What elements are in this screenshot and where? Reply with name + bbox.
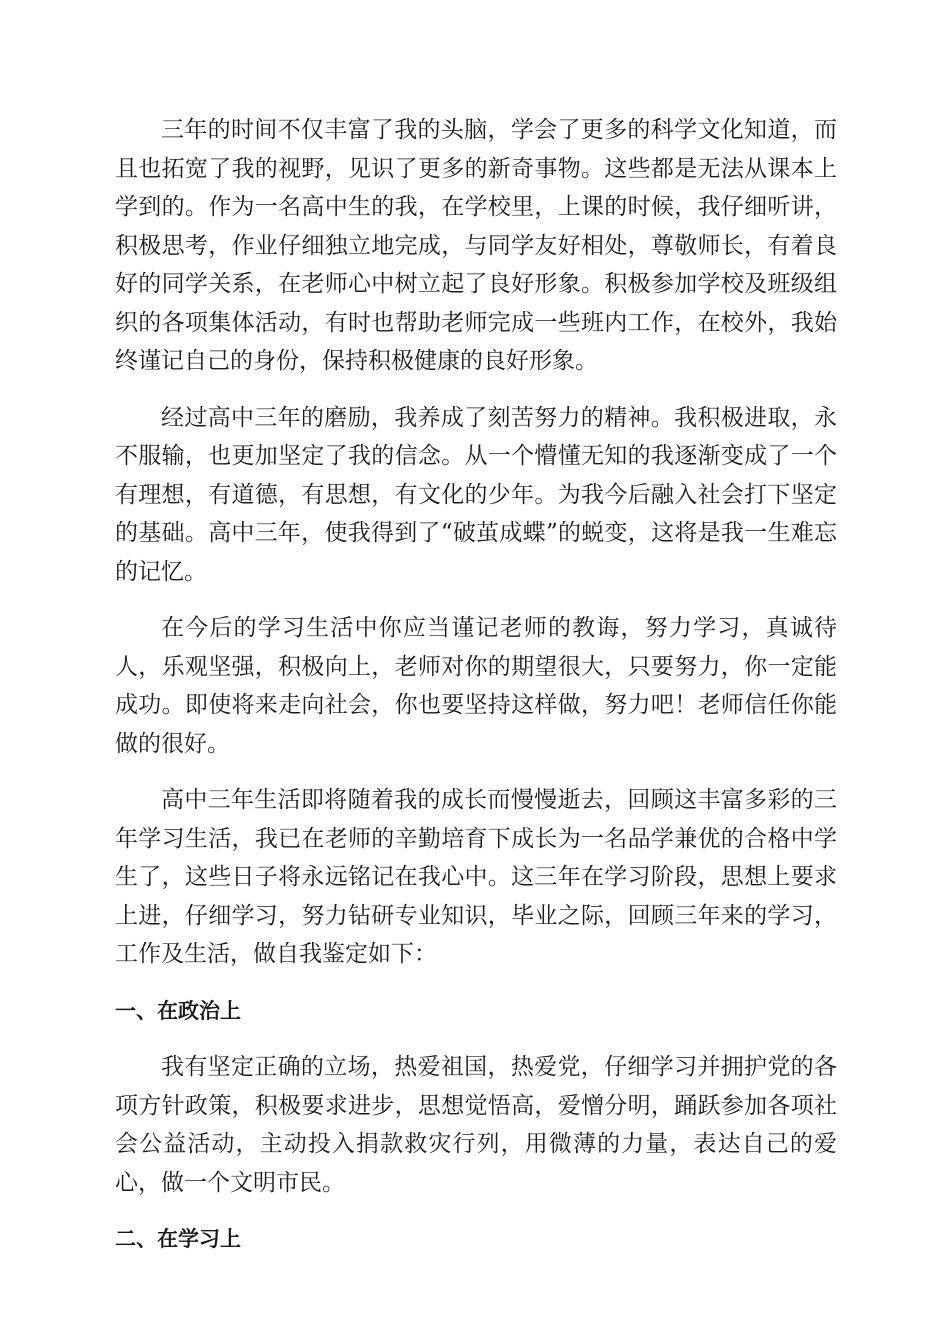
paragraph: 我有坚定正确的立场，热爱祖国，热爱党，仔细学习并拥护党的各项方针政策，积极要求进步，思想觉悟高，爱憎分明，踊跃参加各项社会公益活动，主动投入捐款救灾行列，用微薄的力量，表达自己的爱心，做一个文明市民。 bbox=[115, 1054, 837, 1196]
paragraph: 经过高中三年的磨励，我养成了刻苦努力的精神。我积极进取，永不服输，也更加坚定了我的信念。从一个懵懂无知的我逐渐变成了一个有理想，有道德，有思想，有文化的少年。为我今后融入社会打下坚定的基础。高中三年，使我得到了“破茧成蝶”的蜕变，这将是我一生难忘的记忆。 bbox=[115, 404, 837, 585]
document-page bbox=[115, 111, 837, 1277]
paragraph: 三年的时间不仅丰富了我的头脑，学会了更多的科学文化知道，而且也拓宽了我的视野，见识了更多的新奇事物。这些都是无法从课本上学到的。作为一名高中生的我，在学校里，上课的时候，我仔细听讲，积极思考，作业仔细独立地完成，与同学友好相处，尊敬师长，有着良好的同学关系，在老师心中树立起了良好形象。积极参加学校及班级组织的各项集体活动，有时也帮助老师完成一些班内工作，在校外，我始终谨记自己的身份，保持积极健康的良好形象。 bbox=[115, 117, 837, 374]
section-heading: 二、在学习上 bbox=[115, 1227, 241, 1251]
paragraph: 在今后的学习生活中你应当谨记老师的教诲，努力学习，真诚待人，乐观坚强，积极向上，老师对你的期望很大，只要努力，你一定能成功。即使将来走向社会，你也要坚持这样做，努力吧！老师信任你能做的很好。 bbox=[115, 615, 837, 757]
section-heading: 一、在政治上 bbox=[115, 998, 241, 1023]
paragraph: 高中三年生活即将随着我的成长而慢慢逝去，回顾这丰富多彩的三年学习生活，我已在老师的辛勤培育下成长为一名品学兼优的合格中学生了，这些日子将永远铭记在我心中。这三年在学习阶段，思想上要求上进，仔细学习，努力钻研专业知识，毕业之际，回顾三年来的学习，工作及生活，做自我鉴定如下： bbox=[115, 787, 837, 967]
